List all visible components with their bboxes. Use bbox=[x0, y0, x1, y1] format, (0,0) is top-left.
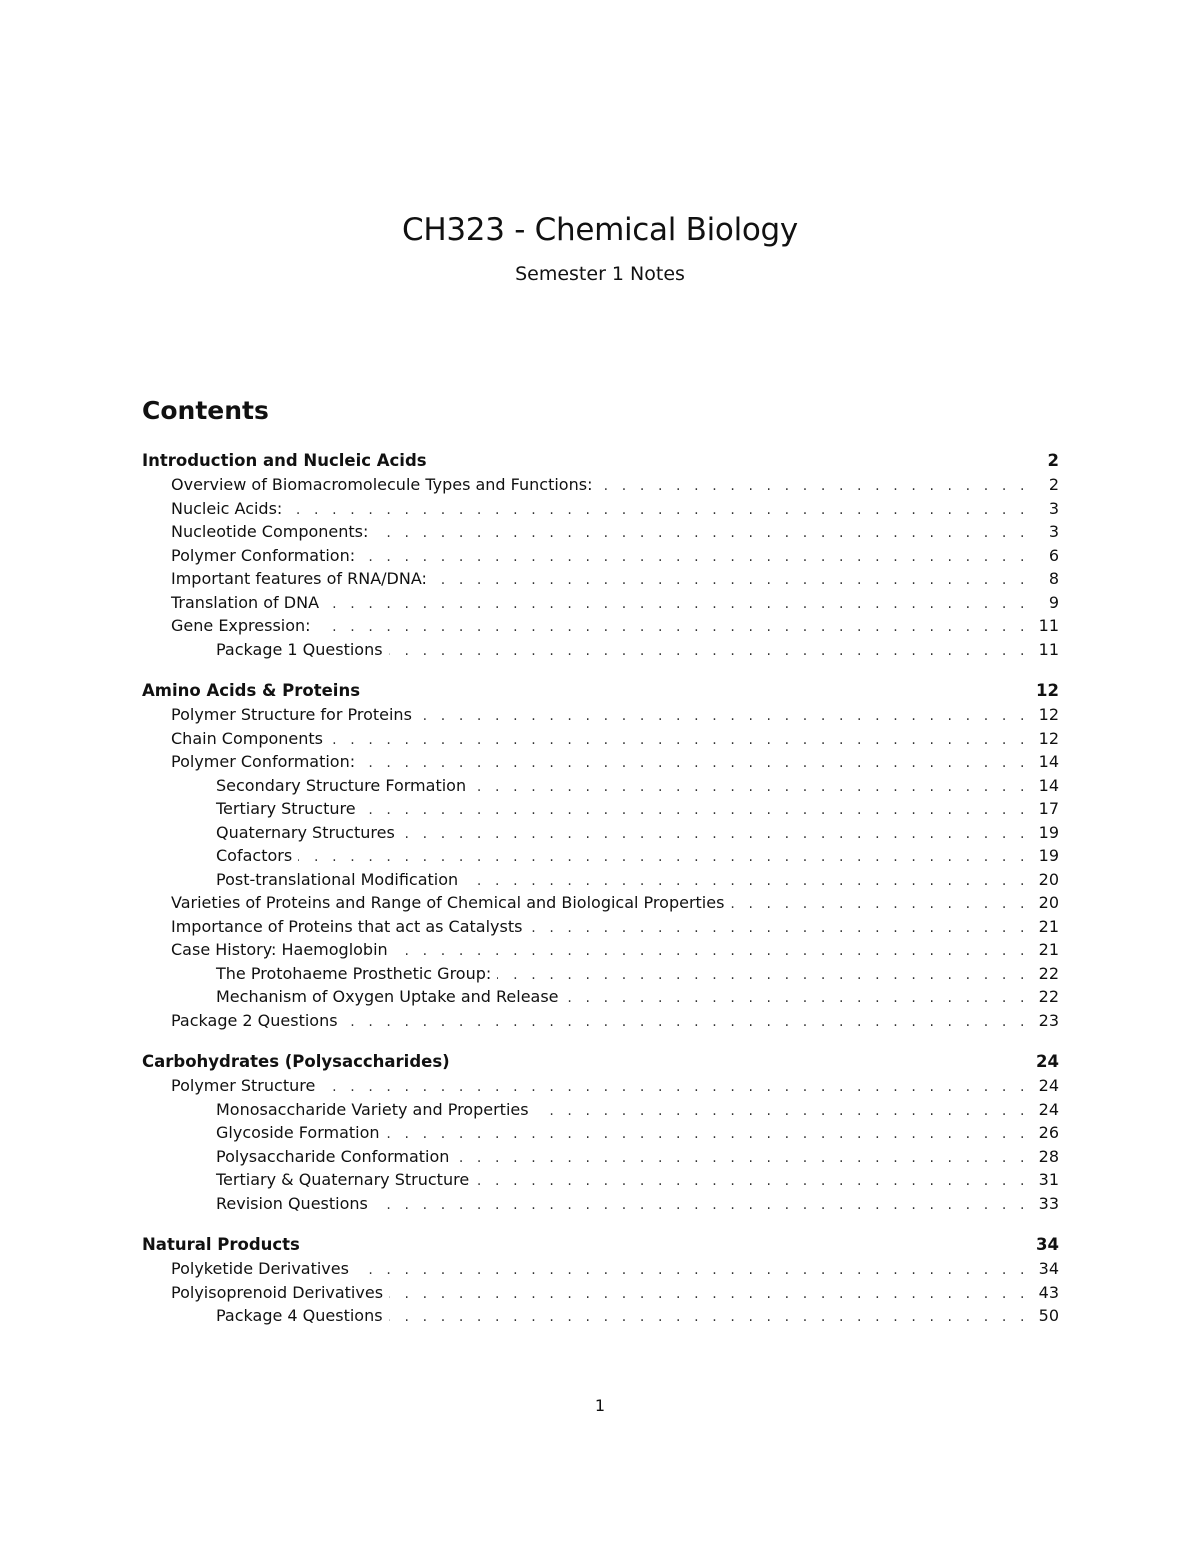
toc-entry-page: 22 bbox=[1038, 963, 1059, 983]
toc-leader-dots bbox=[389, 1306, 1029, 1330]
contents-heading: Contents bbox=[142, 396, 269, 425]
toc-leader-dots bbox=[401, 823, 1029, 847]
toc-entry-page: 43 bbox=[1038, 1282, 1059, 1302]
toc-subsection-entry[interactable] bbox=[142, 1098, 1059, 1122]
toc-entry-page: 20 bbox=[1038, 869, 1059, 889]
toc-leader-dots bbox=[325, 593, 1029, 617]
toc-entry-page: 22 bbox=[1038, 987, 1059, 1006]
toc-leader-dots bbox=[317, 616, 1029, 640]
toc-section-entry[interactable] bbox=[142, 591, 1059, 615]
toc-section bbox=[142, 1050, 1059, 1215]
toc-entry-title: Monosaccharide Variety and Properties bbox=[216, 1099, 529, 1119]
toc-entry-title: Polymer Structure for Proteins bbox=[171, 705, 412, 724]
toc-leader-dots bbox=[361, 752, 1029, 776]
toc-chapter-entry[interactable] bbox=[142, 1233, 1059, 1257]
toc-chapter-page: 2 bbox=[1047, 451, 1059, 470]
toc-leader-dots bbox=[362, 799, 1029, 823]
toc-entry-page: 2 bbox=[1048, 475, 1059, 494]
toc-entry-page: 6 bbox=[1048, 545, 1059, 565]
toc-entry-title: Chain Components bbox=[171, 728, 324, 748]
toc-leader-dots bbox=[598, 475, 1029, 499]
toc-section-entry[interactable] bbox=[142, 727, 1059, 751]
toc-entry-page: 31 bbox=[1038, 1170, 1059, 1189]
toc-leader-dots bbox=[344, 1011, 1029, 1035]
toc-section-entry[interactable] bbox=[142, 497, 1059, 521]
toc-entry-title: Glycoside Formation bbox=[216, 1123, 380, 1142]
toc-subsection-entry[interactable] bbox=[142, 985, 1059, 1009]
toc-entry-page: 21 bbox=[1038, 940, 1059, 959]
toc-entry-page: 11 bbox=[1038, 616, 1059, 635]
toc-entry-title: Package 4 Questions bbox=[216, 1306, 383, 1325]
toc-leader-dots bbox=[298, 846, 1029, 870]
toc-section-entry[interactable] bbox=[142, 544, 1059, 568]
toc-chapter-entry[interactable] bbox=[142, 679, 1059, 703]
toc-subsection-entry[interactable] bbox=[142, 774, 1059, 798]
toc-subsection-entry[interactable] bbox=[142, 821, 1059, 845]
toc-section bbox=[142, 449, 1059, 661]
toc-entry-title: Polysaccharide Conformation bbox=[216, 1146, 450, 1166]
toc-entry-page: 28 bbox=[1038, 1146, 1059, 1166]
toc-chapter-title: Amino Acids & Proteins bbox=[142, 681, 361, 700]
toc-entry-page: 26 bbox=[1038, 1123, 1059, 1142]
toc-entry-title: Post-translational Modification bbox=[216, 869, 459, 889]
toc-leader-dots bbox=[535, 1100, 1029, 1124]
table-of-contents bbox=[142, 449, 1059, 1346]
toc-leader-dots bbox=[374, 522, 1029, 546]
toc-entry-page: 50 bbox=[1038, 1306, 1059, 1325]
toc-entry-page: 9 bbox=[1048, 592, 1059, 612]
toc-subsection-entry[interactable] bbox=[142, 1168, 1059, 1192]
toc-entry-title: Varieties of Proteins and Range of Chemical and Biological Properties bbox=[171, 893, 725, 912]
toc-entry-title: Overview of Biomacromolecule Types and Functions: bbox=[171, 475, 593, 494]
page-number: 1 bbox=[594, 1396, 606, 1415]
toc-entry-page: 17 bbox=[1038, 799, 1059, 818]
toc-entry-page: 24 bbox=[1038, 1076, 1059, 1095]
toc-entry-title: Mechanism of Oxygen Uptake and Release bbox=[216, 987, 559, 1006]
toc-entry-page: 8 bbox=[1048, 569, 1059, 588]
toc-entry-title: Polymer Conformation: bbox=[171, 545, 356, 565]
toc-leader-dots bbox=[497, 964, 1029, 988]
toc-chapter-page: 34 bbox=[1036, 1235, 1059, 1254]
toc-entry-title: Secondary Structure Formation bbox=[216, 775, 467, 795]
toc-section bbox=[142, 679, 1059, 1032]
toc-entry-title: Important features of RNA/DNA: bbox=[171, 569, 427, 588]
toc-subsection-entry[interactable] bbox=[142, 1192, 1059, 1216]
toc-section-entry[interactable] bbox=[142, 473, 1059, 497]
toc-entry-title: Importance of Proteins that act as Catalysts bbox=[171, 916, 523, 936]
toc-section-entry[interactable] bbox=[142, 1257, 1059, 1281]
toc-leader-dots bbox=[528, 917, 1029, 941]
toc-section-entry[interactable] bbox=[142, 1281, 1059, 1305]
toc-entry-page: 23 bbox=[1038, 1010, 1059, 1030]
toc-chapter-title: Introduction and Nucleic Acids bbox=[142, 451, 427, 470]
toc-entry-page: 19 bbox=[1038, 822, 1059, 842]
toc-section-entry[interactable] bbox=[142, 750, 1059, 774]
toc-entry-page: 34 bbox=[1038, 1259, 1059, 1278]
toc-leader-dots bbox=[464, 870, 1029, 894]
toc-section-entry[interactable] bbox=[142, 614, 1059, 638]
toc-entry-page: 12 bbox=[1038, 705, 1059, 724]
toc-subsection-entry[interactable] bbox=[142, 638, 1059, 662]
toc-leader-dots bbox=[288, 499, 1029, 523]
toc-subsection-entry[interactable] bbox=[142, 844, 1059, 868]
toc-entry-title: Polyketide Derivatives bbox=[171, 1259, 349, 1278]
toc-entry-page: 12 bbox=[1038, 728, 1059, 748]
document-title: CH323 - Chemical Biology bbox=[402, 212, 798, 248]
toc-chapter-entry[interactable] bbox=[142, 449, 1059, 473]
toc-leader-dots bbox=[730, 893, 1029, 917]
toc-entry-page: 19 bbox=[1038, 846, 1059, 865]
toc-leader-dots bbox=[475, 1170, 1029, 1194]
toc-entry-title: Nucleotide Components: bbox=[171, 522, 369, 541]
toc-entry-title: Package 1 Questions bbox=[216, 639, 383, 659]
toc-entry-title: Tertiary & Quaternary Structure bbox=[216, 1170, 470, 1189]
toc-entry-title: Package 2 Questions bbox=[171, 1010, 338, 1030]
toc-leader-dots bbox=[386, 1123, 1029, 1147]
toc-entry-page: 24 bbox=[1038, 1099, 1059, 1119]
toc-leader-dots bbox=[389, 640, 1029, 664]
toc-entry-page: 33 bbox=[1038, 1193, 1059, 1213]
toc-leader-dots bbox=[565, 987, 1029, 1011]
toc-leader-dots bbox=[455, 1147, 1029, 1171]
toc-leader-dots bbox=[389, 1283, 1029, 1307]
toc-entry-title: Gene Expression: bbox=[171, 616, 311, 635]
toc-entry-title: Polymer Structure bbox=[171, 1076, 316, 1095]
toc-entry-title: Nucleic Acids: bbox=[171, 498, 283, 518]
toc-leader-dots bbox=[472, 776, 1029, 800]
toc-entry-page: 3 bbox=[1048, 498, 1059, 518]
toc-section-entry[interactable] bbox=[142, 703, 1059, 727]
toc-section-entry[interactable] bbox=[142, 891, 1059, 915]
toc-section-entry[interactable] bbox=[142, 1009, 1059, 1033]
document-subtitle: Semester 1 Notes bbox=[515, 263, 685, 285]
toc-entry-title: Case History: Haemoglobin bbox=[171, 940, 388, 959]
toc-subsection-entry[interactable] bbox=[142, 962, 1059, 986]
toc-entry-page: 11 bbox=[1038, 639, 1059, 659]
toc-leader-dots bbox=[394, 940, 1029, 964]
toc-leader-dots bbox=[329, 729, 1029, 753]
toc-entry-page: 14 bbox=[1038, 775, 1059, 795]
toc-leader-dots bbox=[433, 569, 1029, 593]
toc-entry-title: Quaternary Structures bbox=[216, 822, 395, 842]
toc-entry-title: Tertiary Structure bbox=[216, 799, 356, 818]
toc-entry-title: Revision Questions bbox=[216, 1193, 368, 1213]
toc-entry-page: 21 bbox=[1038, 916, 1059, 936]
toc-entry-page: 20 bbox=[1038, 893, 1059, 912]
toc-leader-dots bbox=[361, 546, 1029, 570]
toc-subsection-entry[interactable] bbox=[142, 1145, 1059, 1169]
toc-section bbox=[142, 1233, 1059, 1328]
toc-subsection-entry[interactable] bbox=[142, 1121, 1059, 1145]
toc-entry-page: 14 bbox=[1038, 752, 1059, 771]
toc-entry-title: The Protohaeme Prosthetic Group: bbox=[216, 963, 492, 983]
toc-leader-dots bbox=[355, 1259, 1029, 1283]
toc-section-entry[interactable] bbox=[142, 915, 1059, 939]
toc-chapter-title: Carbohydrates (Polysaccharides) bbox=[142, 1052, 450, 1071]
toc-section-entry[interactable] bbox=[142, 938, 1059, 962]
toc-section-entry[interactable] bbox=[142, 520, 1059, 544]
toc-chapter-page: 24 bbox=[1036, 1052, 1059, 1071]
toc-leader-dots bbox=[418, 705, 1029, 729]
toc-entry-page: 3 bbox=[1048, 522, 1059, 541]
toc-chapter-title: Natural Products bbox=[142, 1235, 300, 1254]
toc-subsection-entry[interactable] bbox=[142, 797, 1059, 821]
toc-section-entry[interactable] bbox=[142, 1074, 1059, 1098]
toc-entry-title: Polyisoprenoid Derivatives bbox=[171, 1282, 384, 1302]
toc-subsection-entry[interactable] bbox=[142, 868, 1059, 892]
toc-entry-title: Translation of DNA bbox=[171, 592, 320, 612]
toc-section-entry[interactable] bbox=[142, 567, 1059, 591]
toc-subsection-entry[interactable] bbox=[142, 1304, 1059, 1328]
toc-chapter-page: 12 bbox=[1036, 681, 1059, 700]
toc-leader-dots bbox=[374, 1194, 1029, 1218]
toc-entry-title: Polymer Conformation: bbox=[171, 752, 356, 771]
toc-chapter-entry[interactable] bbox=[142, 1050, 1059, 1074]
toc-entry-title: Cofactors bbox=[216, 846, 293, 865]
toc-leader-dots bbox=[321, 1076, 1029, 1100]
